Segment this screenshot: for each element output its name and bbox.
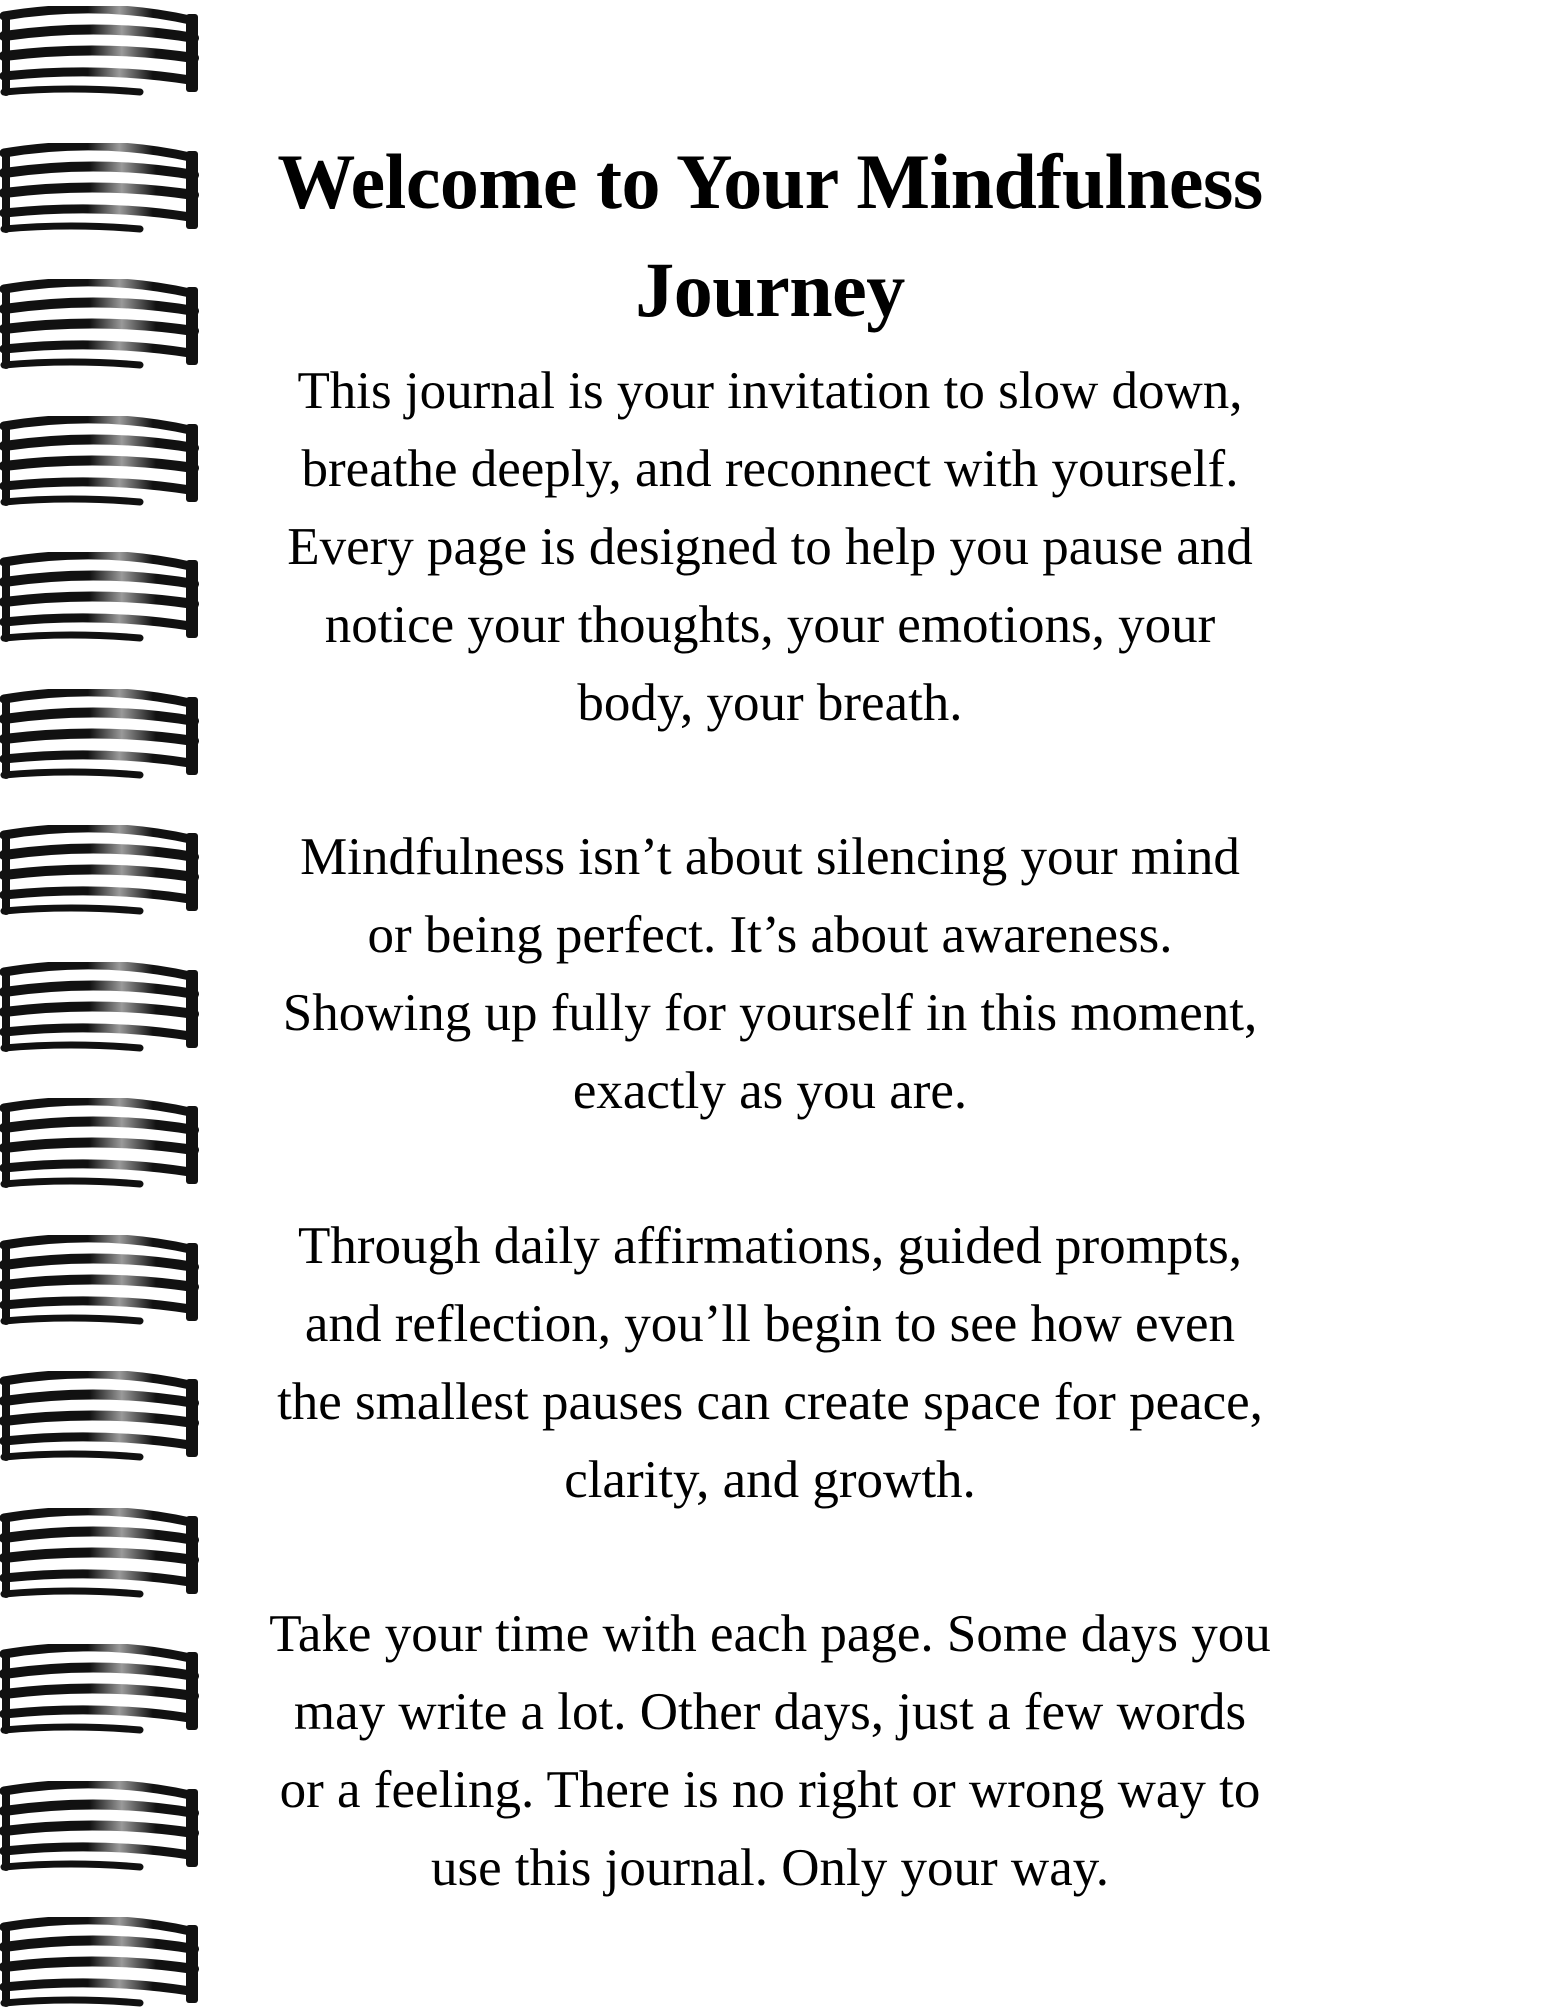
practice-paragraph — [205, 1207, 1335, 1519]
paragraph-line: the smallest pauses can create space for peace, — [277, 1373, 1263, 1431]
spiral-ring-icon — [0, 143, 200, 237]
spiral-ring-icon — [0, 1917, 200, 2011]
title-line: Welcome to Your Mindfulness — [277, 138, 1263, 225]
paragraph-line: may write a lot. Other days, just a few words — [293, 1683, 1247, 1741]
paragraph-line: or a feeling. There is no right or wrong way to — [279, 1761, 1261, 1819]
paragraph-line: notice your thoughts, your emotions, your — [324, 596, 1216, 654]
paragraph-line: clarity, and growth. — [564, 1451, 976, 1509]
spiral-ring-icon — [0, 962, 200, 1056]
paragraph-line: Mindfulness isn’t about silencing your mind — [300, 828, 1240, 886]
paragraph-line: Through daily affirmations, guided prompts, — [297, 1217, 1243, 1275]
title-line: Journey — [635, 246, 905, 333]
page-title — [205, 128, 1335, 344]
mindfulness-paragraph — [205, 818, 1335, 1130]
spiral-ring-icon — [0, 689, 200, 783]
spiral-ring-icon — [0, 1371, 200, 1465]
intro-paragraph — [205, 352, 1335, 742]
spiral-ring-icon — [0, 1235, 200, 1329]
paragraph-line: Take your time with each page. Some days you — [269, 1605, 1271, 1663]
paragraph-line: This journal is your invitation to slow down, — [297, 362, 1243, 420]
paragraph-line: Every page is designed to help you pause and — [287, 518, 1253, 576]
spiral-ring-icon — [0, 1781, 200, 1875]
paragraph-line: body, your breath. — [577, 674, 963, 732]
paragraph-line: Showing up fully for yourself in this moment, — [282, 984, 1258, 1042]
spiral-ring-icon — [0, 1644, 200, 1738]
spiral-ring-icon — [0, 279, 200, 373]
spiral-ring-icon — [0, 416, 200, 510]
spiral-ring-icon — [0, 825, 200, 919]
spiral-ring-icon — [0, 6, 200, 100]
spiral-ring-icon — [0, 1098, 200, 1192]
paragraph-line: and reflection, you’ll begin to see how even — [304, 1295, 1236, 1353]
spiral-ring-icon — [0, 1508, 200, 1602]
paragraph-line: or being perfect. It’s about awareness. — [367, 906, 1173, 964]
paragraph-line: exactly as you are. — [572, 1062, 968, 1120]
spiral-binding — [0, 0, 205, 2000]
paragraph-line: use this journal. Only your way. — [430, 1839, 1110, 1897]
paragraph-line: breathe deeply, and reconnect with yourself. — [301, 440, 1239, 498]
spiral-ring-icon — [0, 552, 200, 646]
guidance-paragraph — [205, 1595, 1335, 1907]
